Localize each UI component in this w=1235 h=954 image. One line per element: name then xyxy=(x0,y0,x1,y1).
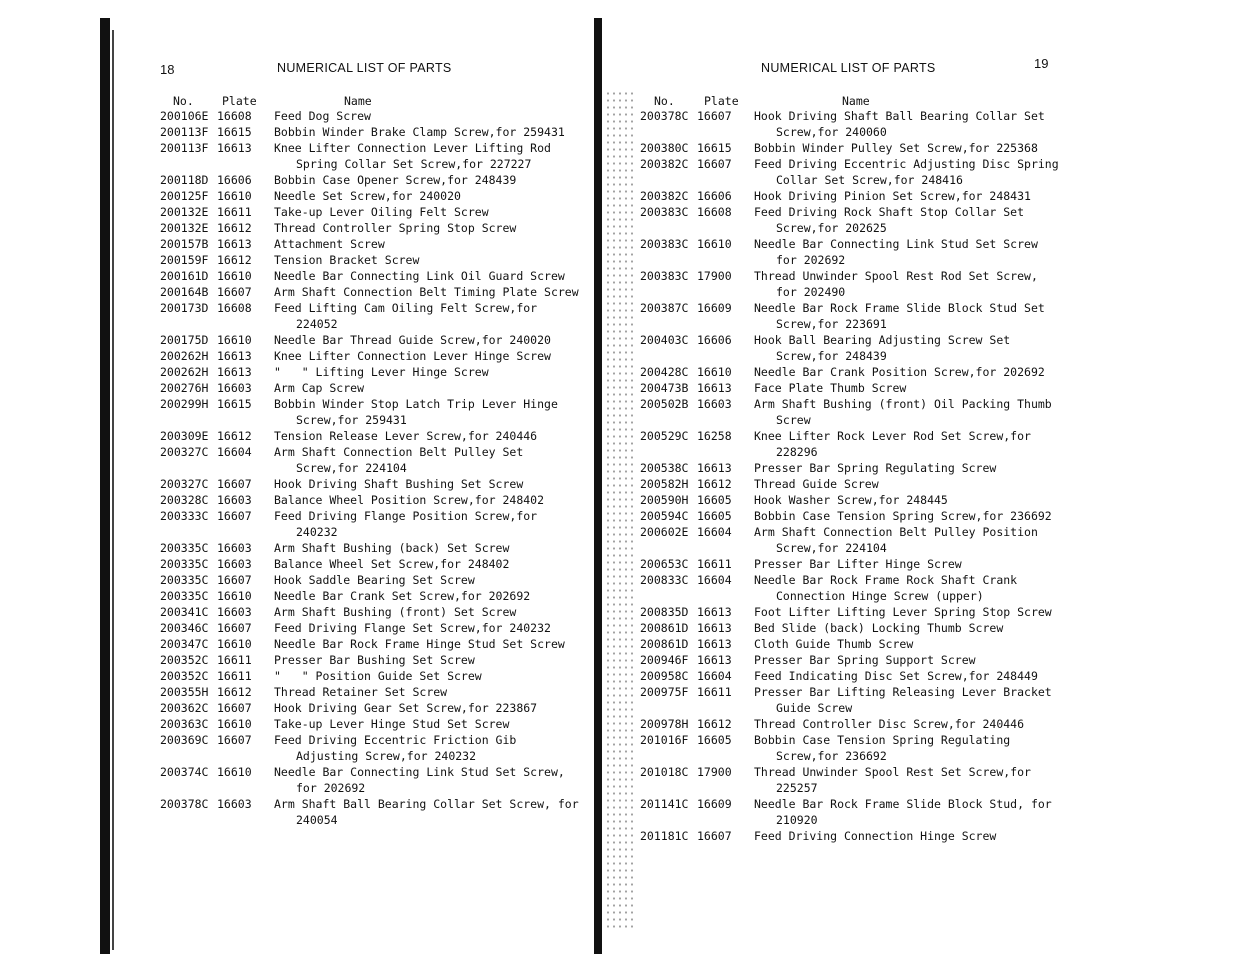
table-row xyxy=(160,620,580,636)
table-row xyxy=(160,284,580,300)
table-row xyxy=(160,252,580,268)
page-number: 18 xyxy=(160,62,175,77)
part-number: 200946F xyxy=(640,653,689,667)
part-number: 200355H xyxy=(160,685,209,699)
table-row xyxy=(160,588,580,604)
table-row xyxy=(640,796,1060,828)
plate-number: 16607 xyxy=(217,621,252,635)
plate-number: 16606 xyxy=(697,333,732,347)
part-number: 201018C xyxy=(640,765,689,779)
part-name: Needle Bar Rock Frame Slide Block Stud Set Screw,for 223691 xyxy=(754,301,1052,331)
part-name: Needle Bar Rock Frame Slide Block Stud, for 210920 xyxy=(754,797,1059,827)
part-name: Thread Unwinder Spool Rest Rod Set Screw, for 202490 xyxy=(754,269,1045,299)
table-row xyxy=(160,428,580,444)
parts-list xyxy=(640,108,1066,844)
plate-number: 16609 xyxy=(697,301,732,315)
part-name: Needle Set Screw,for 240020 xyxy=(274,189,461,203)
part-number: 200529C xyxy=(640,429,689,443)
table-row xyxy=(160,604,580,620)
part-number: 200335C xyxy=(160,589,209,603)
column-header-plate: Plate xyxy=(222,94,257,108)
plate-number: 16610 xyxy=(217,189,252,203)
plate-number: 16613 xyxy=(697,605,732,619)
part-name: Presser Bar Spring Regulating Screw xyxy=(754,461,997,475)
part-number: 200327C xyxy=(160,477,209,491)
part-number: 200335C xyxy=(160,573,209,587)
part-name: Cloth Guide Thumb Screw xyxy=(754,637,914,651)
plate-number: 16607 xyxy=(697,829,732,843)
table-row xyxy=(640,620,1060,636)
part-name: Presser Bar Spring Support Screw xyxy=(754,653,976,667)
table-row xyxy=(160,508,580,540)
plate-number: 16613 xyxy=(217,141,252,155)
part-name: Feed Driving Flange Set Screw,for 240232 xyxy=(274,621,551,635)
table-row xyxy=(640,476,1060,492)
part-name: Hook Driving Gear Set Screw,for 223867 xyxy=(274,701,538,715)
plate-number: 16604 xyxy=(217,445,252,459)
table-row xyxy=(640,492,1060,508)
part-name: Arm Shaft Bushing (back) Set Screw xyxy=(274,541,510,555)
part-number: 200473B xyxy=(640,381,689,395)
plate-number: 16603 xyxy=(217,381,252,395)
part-name: Needle Bar Connecting Link Oil Guard Screw xyxy=(274,269,565,283)
part-name: Hook Driving Pinion Set Screw,for 248431 xyxy=(754,189,1031,203)
part-number: 200383C xyxy=(640,269,689,283)
table-row xyxy=(640,604,1060,620)
part-name: Bobbin Winder Brake Clamp Screw,for 259431 xyxy=(274,125,565,139)
part-number: 200383C xyxy=(640,237,689,251)
table-row xyxy=(640,108,1060,140)
plate-number: 16605 xyxy=(697,733,732,747)
table-row xyxy=(640,572,1060,604)
part-number: 200335C xyxy=(160,541,209,555)
part-number: 200175D xyxy=(160,333,209,347)
part-name: Feed Driving Eccentric Adjusting Disc Spring Collar Set Screw,for 248416 xyxy=(754,157,1066,187)
part-number: 200173D xyxy=(160,301,209,315)
plate-number: 16607 xyxy=(217,573,252,587)
part-name: Needle Bar Connecting Link Stud Set Screw for 202692 xyxy=(754,237,1045,267)
part-name: Hook Washer Screw,for 248445 xyxy=(754,493,948,507)
part-name: Arm Cap Screw xyxy=(274,381,365,395)
part-number: 200978H xyxy=(640,717,689,731)
table-row xyxy=(160,700,580,716)
part-name: Tension Bracket Screw xyxy=(274,253,420,267)
part-name: Balance Wheel Position Screw,for 248402 xyxy=(274,493,545,507)
part-number: 200378C xyxy=(640,109,689,123)
part-number: 200106E xyxy=(160,109,209,123)
plate-number: 16608 xyxy=(217,109,252,123)
table-row xyxy=(160,108,580,124)
plate-number: 16608 xyxy=(697,205,732,219)
table-row xyxy=(160,796,586,828)
part-number: 200833C xyxy=(640,573,689,587)
column-header-name: Name xyxy=(842,94,870,108)
table-row xyxy=(160,220,580,236)
plate-number: 16607 xyxy=(217,477,252,491)
plate-number: 16605 xyxy=(697,509,732,523)
plate-number: 16613 xyxy=(697,461,732,475)
plate-number: 16605 xyxy=(697,493,732,507)
table-row xyxy=(160,140,580,172)
table-row xyxy=(160,204,580,220)
table-row xyxy=(160,364,580,380)
part-number: 201141C xyxy=(640,797,689,811)
part-number: 200383C xyxy=(640,205,689,219)
part-name: Bed Slide (back) Locking Thumb Screw xyxy=(754,621,1004,635)
table-row xyxy=(640,204,1060,236)
table-row xyxy=(160,332,580,348)
part-name: Feed Dog Screw xyxy=(274,109,371,123)
part-name: Needle Bar Rock Frame Hinge Stud Set Screw xyxy=(274,637,565,651)
plate-number: 16610 xyxy=(217,637,252,651)
plate-number: 16615 xyxy=(697,141,732,155)
column-header-no: No. xyxy=(173,94,194,108)
part-name: Arm Shaft Ball Bearing Collar Set Screw, for 240054 xyxy=(274,797,586,827)
part-name: Needle Bar Crank Set Screw,for 202692 xyxy=(274,589,531,603)
plate-number: 16607 xyxy=(217,733,252,747)
part-name: Needle Bar Thread Guide Screw,for 240020 xyxy=(274,333,551,347)
table-row xyxy=(640,732,1060,764)
part-name: Arm Shaft Bushing (front) Set Screw xyxy=(274,605,517,619)
part-number: 200590H xyxy=(640,493,689,507)
part-number: 200653C xyxy=(640,557,689,571)
page-title: NUMERICAL LIST OF PARTS xyxy=(277,61,452,75)
table-row xyxy=(640,396,1060,428)
part-number: 200362C xyxy=(160,701,209,715)
part-number: 200538C xyxy=(640,461,689,475)
part-number: 201181C xyxy=(640,829,689,843)
table-row xyxy=(640,828,1060,844)
part-number: 200594C xyxy=(640,509,689,523)
part-name: Bobbin Winder Pulley Set Screw,for 225368 xyxy=(754,141,1038,155)
plate-number: 16610 xyxy=(217,269,252,283)
column-header-plate: Plate xyxy=(704,94,739,108)
table-row xyxy=(160,348,580,364)
part-name: Foot Lifter Lifting Lever Spring Stop Screw xyxy=(754,605,1052,619)
plate-number: 16610 xyxy=(217,333,252,347)
plate-number: 17900 xyxy=(697,269,732,283)
part-number: 200369C xyxy=(160,733,209,747)
plate-number: 16609 xyxy=(697,797,732,811)
plate-number: 16607 xyxy=(697,109,732,123)
part-name: Presser Bar Lifter Hinge Screw xyxy=(754,557,962,571)
plate-number: 16607 xyxy=(217,701,252,715)
part-number: 200341C xyxy=(160,605,209,619)
part-name: Take-up Lever Hinge Stud Set Screw xyxy=(274,717,510,731)
part-name: Feed Driving Eccentric Friction Gib Adjusting Screw,for 240232 xyxy=(274,733,524,763)
plate-number: 16603 xyxy=(697,397,732,411)
part-name: Thread Controller Disc Screw,for 240446 xyxy=(754,717,1025,731)
plate-number: 16607 xyxy=(217,509,252,523)
part-number: 200387C xyxy=(640,301,689,315)
part-number: 200502B xyxy=(640,397,689,411)
table-row xyxy=(640,556,1060,572)
part-name: Hook Ball Bearing Adjusting Screw Set Screw,for 248439 xyxy=(754,333,1018,363)
table-row xyxy=(160,300,580,332)
table-row xyxy=(160,396,580,428)
part-number: 200113F xyxy=(160,125,209,139)
part-name: Thread Retainer Set Screw xyxy=(274,685,448,699)
plate-number: 16610 xyxy=(217,765,252,779)
plate-number: 16610 xyxy=(217,589,252,603)
part-number: 200378C xyxy=(160,797,209,811)
part-number: 200861D xyxy=(640,637,689,651)
part-name: Knee Lifter Connection Lever Lifting Rod Spring Collar Set Screw,for 227227 xyxy=(274,141,558,171)
part-name: Bobbin Case Tension Spring Regulating Screw,for 236692 xyxy=(754,733,1018,763)
table-row xyxy=(160,268,580,284)
part-number: 200382C xyxy=(640,189,689,203)
part-number: 200159F xyxy=(160,253,209,267)
part-name: Feed Lifting Cam Oiling Felt Screw,for 224052 xyxy=(274,301,545,331)
part-name: Bobbin Case Tension Spring Screw,for 236692 xyxy=(754,509,1052,523)
part-name: Presser Bar Bushing Set Screw xyxy=(274,653,475,667)
table-row xyxy=(160,444,580,476)
table-row xyxy=(640,460,1060,476)
table-row xyxy=(640,380,1060,396)
plate-number: 16606 xyxy=(697,189,732,203)
plate-number: 16610 xyxy=(217,717,252,731)
part-number: 200352C xyxy=(160,653,209,667)
part-number: 200262H xyxy=(160,365,209,379)
page-number: 19 xyxy=(1034,56,1049,71)
plate-number: 16610 xyxy=(697,237,732,251)
plate-number: 16610 xyxy=(697,365,732,379)
part-number: 200958C xyxy=(640,669,689,683)
table-row xyxy=(160,684,580,700)
table-row xyxy=(160,380,580,396)
part-name: Feed Indicating Disc Set Screw,for 248449 xyxy=(754,669,1038,683)
table-row xyxy=(640,156,1066,188)
part-name: Arm Shaft Connection Belt Pulley Position Screw,for 224104 xyxy=(754,525,1045,555)
part-number: 200164B xyxy=(160,285,209,299)
table-row xyxy=(640,652,1060,668)
part-number: 200327C xyxy=(160,445,209,459)
part-name: Arm Shaft Connection Belt Pulley Set Screw,for 224104 xyxy=(274,445,531,475)
part-name: Needle Bar Crank Position Screw,for 202692 xyxy=(754,365,1045,379)
right-page xyxy=(600,0,1235,954)
table-row xyxy=(640,268,1060,300)
plate-number: 16607 xyxy=(217,285,252,299)
part-number: 200428C xyxy=(640,365,689,379)
table-row xyxy=(160,732,580,764)
column-header-name: Name xyxy=(344,94,372,108)
table-row xyxy=(160,668,580,684)
part-number: 200328C xyxy=(160,493,209,507)
part-number: 200333C xyxy=(160,509,209,523)
part-name: Presser Bar Lifting Releasing Lever Bracket Guide Screw xyxy=(754,685,1059,715)
part-name: Thread Controller Spring Stop Screw xyxy=(274,221,517,235)
part-name: Balance Wheel Set Screw,for 248402 xyxy=(274,557,510,571)
part-name: Arm Shaft Bushing (front) Oil Packing Thumb Screw xyxy=(754,397,1059,427)
plate-number: 16607 xyxy=(697,157,732,171)
part-number: 200835D xyxy=(640,605,689,619)
plate-number: 16611 xyxy=(217,205,252,219)
plate-number: 16258 xyxy=(697,429,732,443)
table-row xyxy=(160,572,580,588)
table-row xyxy=(160,652,580,668)
table-row xyxy=(160,476,580,492)
part-name: " " Lifting Lever Hinge Screw xyxy=(274,365,489,379)
part-name: Needle Bar Connecting Link Stud Set Screw, for 202692 xyxy=(274,765,572,795)
table-row xyxy=(160,636,580,652)
plate-number: 16612 xyxy=(697,477,732,491)
table-row xyxy=(640,668,1060,684)
table-row xyxy=(640,764,1060,796)
parts-list xyxy=(160,108,586,828)
part-name: Tension Release Lever Screw,for 240446 xyxy=(274,429,538,443)
part-name: Needle Bar Rock Frame Rock Shaft Crank Connection Hinge Screw (upper) xyxy=(754,573,1025,603)
part-number: 200380C xyxy=(640,141,689,155)
plate-number: 16611 xyxy=(697,557,732,571)
part-name: Arm Shaft Connection Belt Timing Plate Screw xyxy=(274,285,579,299)
plate-number: 16612 xyxy=(217,685,252,699)
part-number: 200347C xyxy=(160,637,209,651)
part-name: Feed Driving Flange Position Screw,for 240232 xyxy=(274,509,545,539)
plate-number: 16615 xyxy=(217,125,252,139)
table-row xyxy=(160,492,580,508)
table-row xyxy=(640,716,1060,732)
table-row xyxy=(640,332,1060,364)
part-number: 200975F xyxy=(640,685,689,699)
plate-number: 16613 xyxy=(697,381,732,395)
plate-number: 16603 xyxy=(217,557,252,571)
part-name: Hook Driving Shaft Ball Bearing Collar Set Screw,for 240060 xyxy=(754,109,1052,139)
part-number: 200132E xyxy=(160,221,209,235)
plate-number: 16611 xyxy=(217,669,252,683)
table-row xyxy=(640,364,1060,380)
plate-number: 16613 xyxy=(217,365,252,379)
part-name: Bobbin Winder Stop Latch Trip Lever Hinge Screw,for 259431 xyxy=(274,397,565,427)
table-row xyxy=(160,540,580,556)
part-name: Hook Driving Shaft Bushing Set Screw xyxy=(274,477,524,491)
plate-number: 16613 xyxy=(697,637,732,651)
plate-number: 16604 xyxy=(697,669,732,683)
part-number: 200403C xyxy=(640,333,689,347)
part-name: Thread Unwinder Spool Rest Set Screw,for 225257 xyxy=(754,765,1038,795)
part-name: Feed Driving Rock Shaft Stop Collar Set Screw,for 202625 xyxy=(754,205,1031,235)
part-number: 200346C xyxy=(160,621,209,635)
table-row xyxy=(160,556,580,572)
plate-number: 16612 xyxy=(217,253,252,267)
table-row xyxy=(640,428,1060,460)
plate-number: 16603 xyxy=(217,541,252,555)
table-row xyxy=(640,236,1060,268)
part-number: 200125F xyxy=(160,189,209,203)
part-number: 200262H xyxy=(160,349,209,363)
column-header-no: No. xyxy=(654,94,675,108)
plate-number: 17900 xyxy=(697,765,732,779)
plate-number: 16615 xyxy=(217,397,252,411)
table-row xyxy=(640,508,1060,524)
part-name: Feed Driving Connection Hinge Screw xyxy=(754,829,997,843)
part-name: Take-up Lever Oiling Felt Screw xyxy=(274,205,489,219)
plate-number: 16611 xyxy=(697,685,732,699)
plate-number: 16611 xyxy=(217,653,252,667)
plate-number: 16603 xyxy=(217,797,252,811)
part-name: Thread Guide Screw xyxy=(754,477,879,491)
table-row xyxy=(640,188,1060,204)
plate-number: 16603 xyxy=(217,493,252,507)
table-row xyxy=(160,764,580,796)
part-name: Face Plate Thumb Screw xyxy=(754,381,907,395)
table-row xyxy=(160,188,580,204)
part-number: 200602E xyxy=(640,525,689,539)
part-number: 200132E xyxy=(160,205,209,219)
plate-number: 16613 xyxy=(217,349,252,363)
table-row xyxy=(160,716,580,732)
part-number: 200363C xyxy=(160,717,209,731)
plate-number: 16604 xyxy=(697,573,732,587)
plate-number: 16612 xyxy=(217,429,252,443)
part-number: 200161D xyxy=(160,269,209,283)
part-number: 200309E xyxy=(160,429,209,443)
part-number: 200382C xyxy=(640,157,689,171)
plate-number: 16613 xyxy=(697,653,732,667)
plate-number: 16606 xyxy=(217,173,252,187)
plate-number: 16603 xyxy=(217,605,252,619)
plate-number: 16612 xyxy=(217,221,252,235)
part-name: " " Position Guide Set Screw xyxy=(274,669,482,683)
part-number: 200276H xyxy=(160,381,209,395)
part-number: 200113F xyxy=(160,141,209,155)
part-name: Knee Lifter Connection Lever Hinge Screw xyxy=(274,349,551,363)
part-name: Attachment Screw xyxy=(274,237,385,251)
table-row xyxy=(160,236,580,252)
plate-number: 16613 xyxy=(217,237,252,251)
part-name: Bobbin Case Opener Screw,for 248439 xyxy=(274,173,517,187)
plate-number: 16613 xyxy=(697,621,732,635)
plate-number: 16608 xyxy=(217,301,252,315)
table-row xyxy=(640,300,1060,332)
part-name: Knee Lifter Rock Lever Rod Set Screw,for 228296 xyxy=(754,429,1038,459)
part-number: 200582H xyxy=(640,477,689,491)
table-row xyxy=(640,140,1060,156)
part-number: 200374C xyxy=(160,765,209,779)
part-number: 200299H xyxy=(160,397,209,411)
table-row xyxy=(640,636,1060,652)
left-page xyxy=(0,0,600,954)
part-number: 200861D xyxy=(640,621,689,635)
part-number: 200118D xyxy=(160,173,209,187)
page-title: NUMERICAL LIST OF PARTS xyxy=(761,61,936,75)
part-number: 201016F xyxy=(640,733,689,747)
table-row xyxy=(160,124,580,140)
part-number: 200157B xyxy=(160,237,209,251)
plate-number: 16604 xyxy=(697,525,732,539)
table-row xyxy=(160,172,580,188)
table-row xyxy=(640,684,1060,716)
plate-number: 16612 xyxy=(697,717,732,731)
table-row xyxy=(640,524,1060,556)
part-number: 200335C xyxy=(160,557,209,571)
part-number: 200352C xyxy=(160,669,209,683)
part-name: Hook Saddle Bearing Set Screw xyxy=(274,573,475,587)
